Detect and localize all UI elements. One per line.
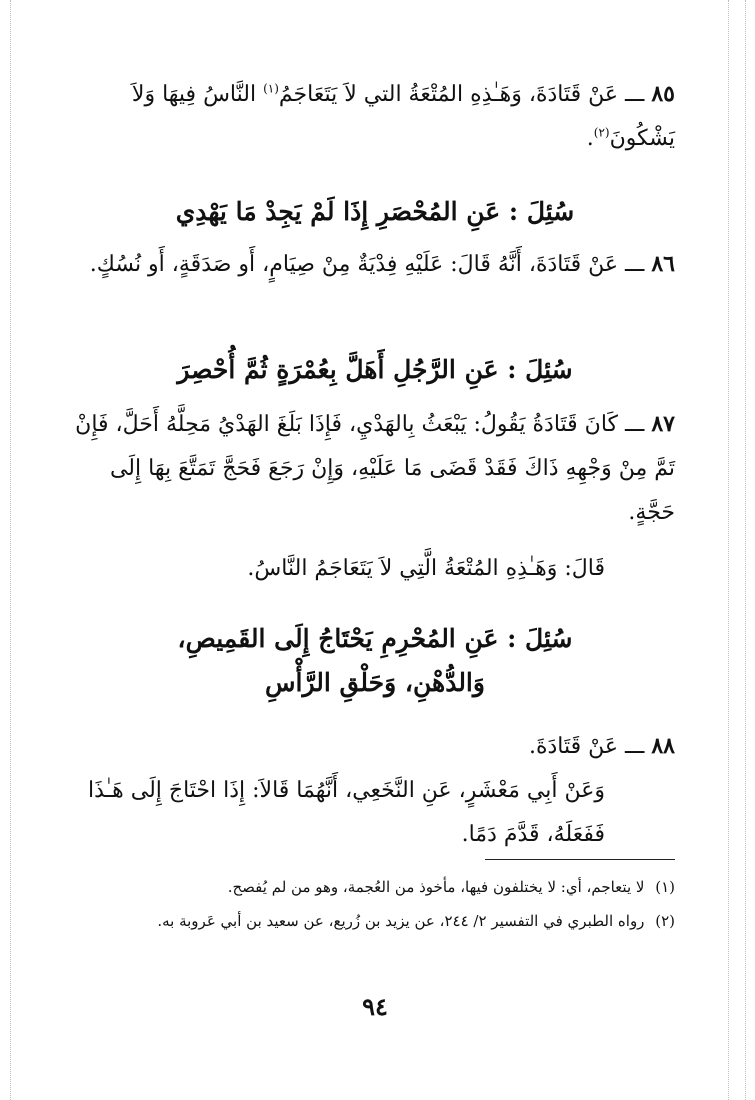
scan-guide-line [10, 0, 11, 1100]
footnotes [75, 870, 675, 938]
page-number: ٩٤ [362, 992, 388, 1021]
paragraph-number: ٨٥ [651, 81, 675, 107]
section-heading: سُئِلَ : عَنِ الرَّجُلِ أَهَلَّ بِعُمْرَةٍ ثُمَّ أُحْصِرَ [177, 355, 573, 384]
footnote-number: (٢) [655, 912, 675, 930]
paragraph-87 [75, 402, 675, 535]
paragraph-88 [75, 724, 675, 857]
footnote-number: (١) [655, 878, 675, 896]
footnote-ref[interactable]: (٢) [593, 125, 610, 140]
section-heading [75, 617, 675, 705]
paragraph-text: كَانَ قَتَادَةُ يَقُولُ: يَبْعَثُ بِالهَدْيِ، فَإِذَا بَلَغَ الهَدْيُ مَحِلَّهُ أَحَلَّ، فَإِنْ تَمَّ مِنْ وَجْهِهِ ذَاكَ فَقَدْ قَضَى مَا عَلَيْهِ، وَإِنْ رَجَعَ فَحَجَّ تَمَتَّعَ بِهَا إِلَى حَجَّةٍ. [75, 412, 675, 525]
scan-guide-line [745, 0, 746, 1100]
paragraph-number: ٨٧ [651, 411, 675, 437]
paragraph-text: عَنْ قَتَادَةَ، وَهَـٰذِهِ المُتْعَةُ التي لاَ يَتَعَاجَمُ [278, 82, 619, 107]
section-heading: سُئِلَ : عَنِ المُحْصَرِ إِذَا لَمْ يَجِدْ مَا يَهْدِي [175, 197, 575, 226]
paragraph-88-followup: وَعَنْ أَبِي مَعْشَرٍ، عَنِ النَّخَعِي، أَنَّهُمَا قَالاَ: إِذَا احْتَاجَ إِلَى هَـٰذَا فَفَعَلَهُ، قَدَّمَ دَمًا. [88, 778, 605, 847]
paragraph-86 [75, 242, 675, 287]
section-heading-line: سُئِلَ : عَنِ المُحْرِمِ يَحْتَاجُ إِلَى القَمِيصِ، [177, 624, 573, 653]
footnote-divider [485, 859, 675, 860]
paragraph-number: ٨٨ [651, 733, 675, 759]
paragraph-number: ٨٦ [651, 251, 675, 277]
scan-guide-line [728, 0, 729, 1100]
footnote-text: لا يتعاجم، أي: لا يختلفون فيها، مأخوذ من العُجمة، وهو من لم يُفصح. [227, 878, 645, 896]
footnote-text: رواه الطبري في التفسير ٢/ ٢٤٤، عن يزيد بن زُريع، عن سعيد بن أبي عَروبة به. [157, 912, 645, 930]
paragraph-text: عَنْ قَتَادَةَ، أَنَّهُ قَالَ: عَلَيْهِ فِدْيَةٌ مِنْ صِيَامٍ، أَو صَدَقَةٍ، أَو نُسُكٍ. [89, 252, 619, 277]
section-heading-line: وَالدُّهْنِ، وَحَلْقِ الرَّأْسِ [265, 668, 485, 697]
paragraph-85 [75, 72, 675, 161]
footnote-2 [75, 904, 675, 938]
paragraph-88-line [75, 724, 675, 769]
paragraph-text: النَّاسُ فِيهَا وَلاَ يَشْكُونَ [131, 82, 675, 151]
paragraph-dash: ـــ [625, 82, 645, 107]
paragraph-87-followup: قَالَ: وَهَـٰذِهِ المُتْعَةُ الَّتِي لاَ يَتَعَاجَمُ النَّاسُ. [247, 556, 605, 581]
paragraph-text: عَنْ قَتَادَةَ. [528, 734, 619, 759]
paragraph-dash: ـــ [625, 252, 645, 277]
paragraph-period: . [586, 126, 594, 151]
footnote-ref[interactable]: (١) [263, 81, 279, 96]
paragraph-dash: ـــ [625, 412, 645, 437]
paragraph-dash: ـــ [625, 734, 645, 759]
footnote-1 [75, 870, 675, 904]
